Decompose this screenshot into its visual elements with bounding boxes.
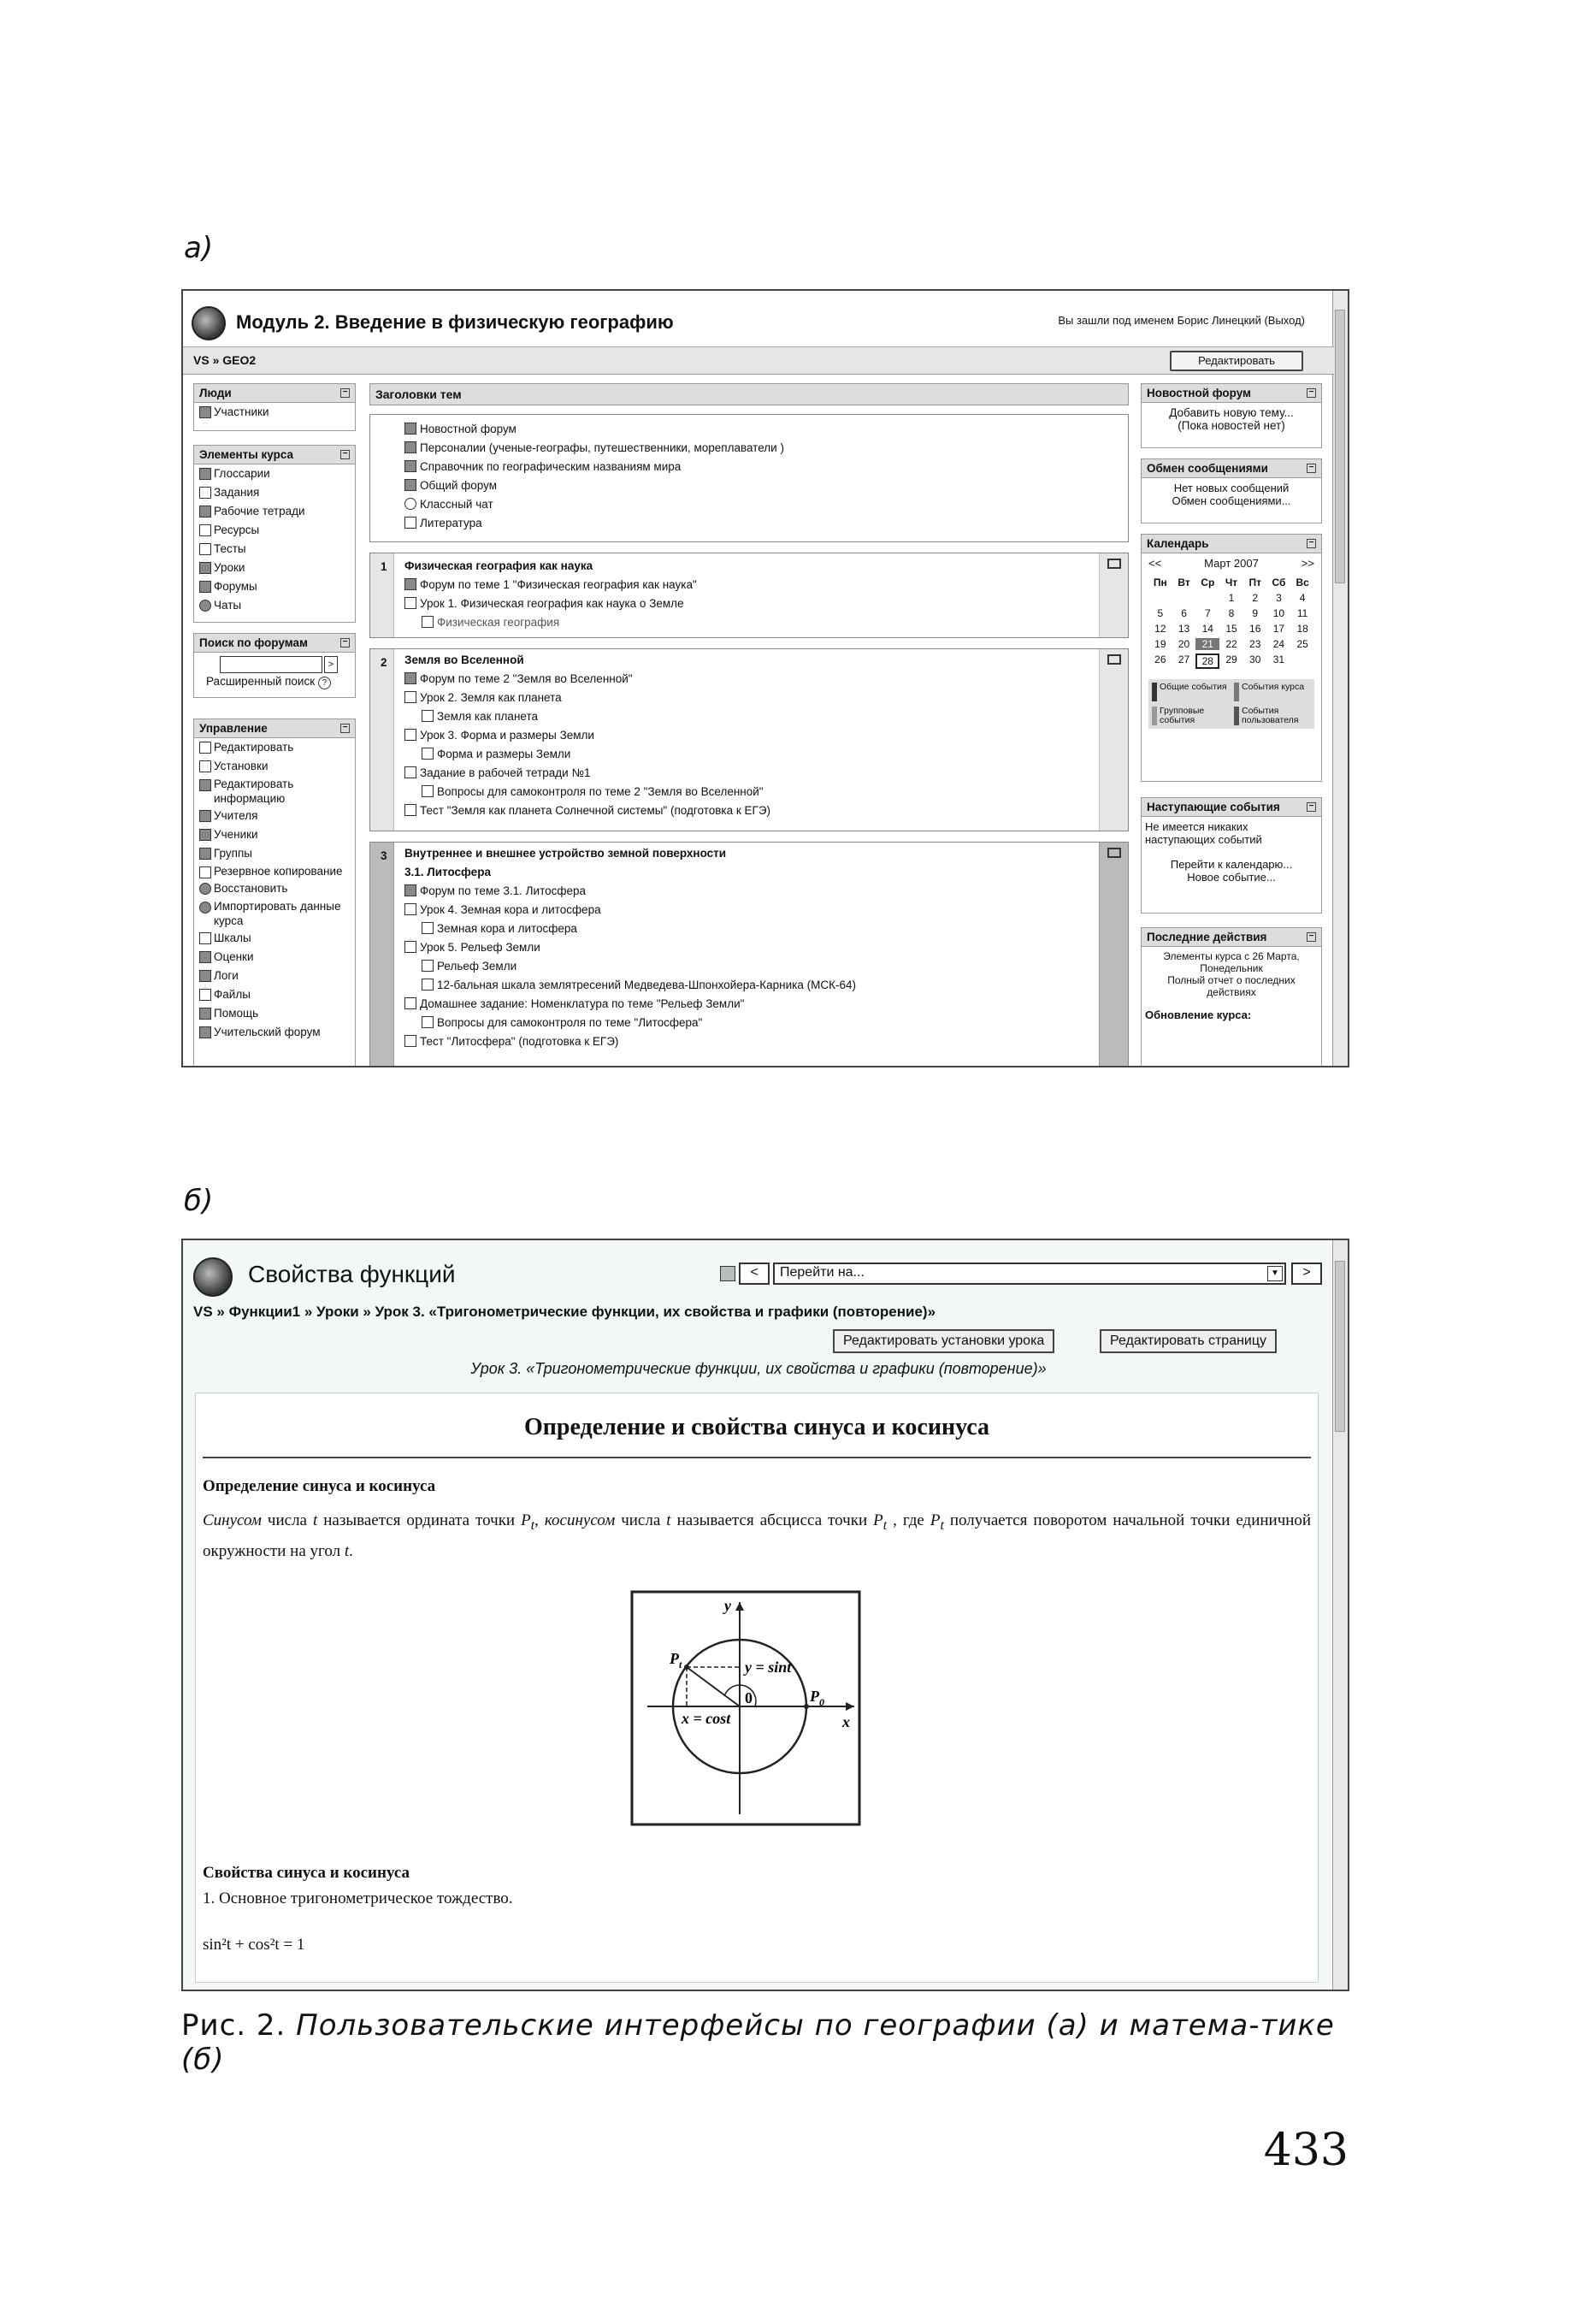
- groups-icon: [199, 848, 211, 860]
- legend-user[interactable]: События пользователя: [1234, 707, 1311, 725]
- collapse-icon[interactable]: −: [1307, 539, 1316, 548]
- section-item[interactable]: Урок 2. Земля как планета: [404, 689, 1128, 707]
- upcoming-events-block: [1141, 797, 1322, 914]
- lesson-page-content: [195, 1393, 1319, 1983]
- calendar-day[interactable]: 23: [1249, 638, 1261, 650]
- admin-block: [193, 718, 356, 1067]
- block-item[interactable]: Ресурсы: [194, 521, 355, 540]
- section-item[interactable]: Урок 4. Земная кора и литосфера: [404, 901, 1128, 920]
- edit-icon: [199, 742, 211, 754]
- resource-icon: [404, 517, 416, 529]
- block-header: Новостной форум −: [1142, 384, 1321, 403]
- edit-course-button[interactable]: Редактировать: [1170, 351, 1303, 371]
- block-item[interactable]: Файлы: [194, 985, 355, 1004]
- section-item[interactable]: Задание в рабочей тетради №1: [404, 764, 1128, 783]
- calendar-day[interactable]: 17: [1272, 623, 1285, 635]
- calendar-link[interactable]: Перейти к календарю...: [1170, 858, 1293, 871]
- weekday-header: Пт: [1248, 577, 1261, 588]
- forum-icon: [404, 479, 416, 491]
- help-icon: [199, 1008, 211, 1020]
- collapse-icon[interactable]: −: [1307, 388, 1316, 398]
- section-item[interactable]: Классный чат: [404, 495, 1128, 514]
- topics-header: Заголовки тем: [369, 383, 1129, 405]
- math-lesson-screenshot: [181, 1239, 1349, 1991]
- users-icon: [199, 406, 211, 418]
- lesson-icon: [199, 562, 211, 574]
- definition-paragraph: Синусом числа t называется ордината точки $P_t$, косинусом числа t называется абсцисса точки $P_t$ , где $P_t$ получается поворотом начальной точки единичной окружности на угол t.: [203, 1511, 1312, 1560]
- section-item[interactable]: Литература: [404, 514, 1128, 533]
- block-item[interactable]: Форумы: [194, 577, 355, 596]
- calendar-day[interactable]: 1: [1228, 592, 1235, 604]
- calendar-day[interactable]: 31: [1272, 653, 1285, 665]
- block-header: Люди −: [194, 384, 355, 403]
- prev-page-button[interactable]: <: [739, 1263, 770, 1285]
- assignment-icon: [199, 487, 211, 499]
- vertical-scrollbar[interactable]: [1332, 1240, 1348, 1990]
- block-header: Календарь −: [1142, 535, 1321, 553]
- section-0: [369, 414, 1129, 542]
- calendar-day[interactable]: 15: [1225, 623, 1237, 635]
- figure-caption: [181, 2008, 1349, 2077]
- prev-month-button[interactable]: <<: [1148, 557, 1162, 570]
- section-item[interactable]: Общий форум: [404, 476, 1128, 495]
- resource-icon: [422, 922, 434, 934]
- property-1: 1. Основное тригонометрическое тождество.: [203, 1889, 513, 1907]
- forum-search-input[interactable]: [220, 656, 322, 673]
- no-events-text: Не имеется никаких наступающих событий: [1145, 820, 1262, 846]
- section-title: Внутреннее и внешнее устройство земной поверхности: [404, 847, 727, 860]
- calendar-day[interactable]: 29: [1225, 653, 1237, 665]
- section-item[interactable]: Форум по теме 3.1. Литосфера: [404, 882, 1128, 901]
- calendar-day[interactable]: 30: [1249, 653, 1261, 665]
- block-item[interactable]: Логи: [194, 967, 355, 985]
- section-toggle-icon[interactable]: [1107, 654, 1121, 665]
- divider: [203, 1457, 1311, 1458]
- panel-label-a: а): [184, 231, 214, 265]
- calendar-day[interactable]: 25: [1296, 638, 1308, 650]
- block-item[interactable]: Редактировать: [194, 738, 355, 757]
- messages-link[interactable]: Обмен сообщениями...: [1172, 494, 1291, 507]
- section-item[interactable]: Домашнее задание: Номенклатура по теме "Рельеф Земли": [404, 995, 1128, 1014]
- section-item[interactable]: Вопросы для самоконтроля по теме "Литосфера": [404, 1014, 1128, 1032]
- forum-icon: [404, 423, 416, 435]
- calendar-day[interactable]: 16: [1249, 623, 1261, 635]
- calendar-day[interactable]: 10: [1272, 607, 1285, 619]
- block-header: Наступающие события −: [1142, 798, 1321, 817]
- y-sin-label: y = sint: [745, 1659, 792, 1676]
- block-item[interactable]: Импортировать данные курса: [194, 898, 355, 929]
- calendar-day[interactable]: 27: [1178, 653, 1190, 665]
- calendar-day[interactable]: 18: [1296, 623, 1308, 635]
- calendar-day[interactable]: 12: [1154, 623, 1166, 635]
- block-item[interactable]: Задания: [194, 483, 355, 502]
- chat-icon: [404, 498, 416, 510]
- globe-logo-icon: [193, 1257, 233, 1297]
- recent-day: Понедельник: [1200, 962, 1263, 974]
- block-item[interactable]: Уроки: [194, 559, 355, 577]
- forum-search-block: [193, 633, 356, 698]
- block-item[interactable]: Восстановить: [194, 879, 355, 898]
- block-header: Обмен сообщениями −: [1142, 459, 1321, 478]
- collapse-icon[interactable]: −: [340, 724, 350, 733]
- folder-icon: [199, 989, 211, 1001]
- lesson-icon: [404, 903, 416, 915]
- course-elements-block: [193, 445, 356, 623]
- section-item[interactable]: Форум по теме 2 "Земля во Вселенной": [404, 670, 1128, 689]
- course-title: Модуль 2. Введение в физическую географию: [236, 311, 674, 333]
- calendar-day[interactable]: 28: [1195, 653, 1219, 669]
- block-item[interactable]: Группы: [194, 844, 355, 863]
- lesson-icon: [404, 729, 416, 741]
- quiz-icon: [404, 804, 416, 816]
- panel-label-b: б): [184, 1184, 214, 1218]
- section-item[interactable]: Рельеф Земли: [404, 957, 1128, 976]
- section-item[interactable]: Урок 1. Физическая география как наука о Земле: [404, 594, 1128, 613]
- forum-icon: [404, 672, 416, 684]
- no-messages-text: Нет новых сообщений: [1173, 482, 1290, 494]
- full-report-link[interactable]: Полный отчет о последних действиях: [1167, 974, 1296, 998]
- lesson-icon: [404, 941, 416, 953]
- import-icon: [199, 902, 211, 914]
- calendar-day: [1148, 592, 1172, 604]
- resource-icon: [422, 1016, 434, 1028]
- calendar-day[interactable]: 26: [1154, 653, 1166, 665]
- news-block: [1141, 383, 1322, 448]
- month-label: Март 2007: [1204, 557, 1259, 570]
- messages-block: [1141, 458, 1322, 523]
- weekday-header: Чт: [1225, 577, 1238, 588]
- recent-activity-block: [1141, 927, 1322, 1067]
- lesson-icon: [404, 691, 416, 703]
- calendar-day: [1195, 592, 1219, 604]
- weekday-header: Вс: [1296, 577, 1309, 588]
- weekday-header: Ср: [1201, 577, 1215, 588]
- calendar-day[interactable]: 4: [1299, 592, 1306, 604]
- page-heading: Определение и свойства синуса и косинуса: [524, 1414, 989, 1440]
- section-title: Земля во Вселенной: [404, 653, 524, 666]
- resource-icon: [422, 616, 434, 628]
- collapse-icon[interactable]: −: [340, 388, 350, 398]
- section-item[interactable]: Персоналии (ученые-географы, путешественники, мореплаватели ): [404, 439, 1128, 458]
- forum-icon: [404, 578, 416, 590]
- resource-icon: [199, 524, 211, 536]
- section-item[interactable]: Справочник по географическим названиям мира: [404, 458, 1128, 476]
- block-header: Последние действия −: [1142, 928, 1321, 947]
- section-3: [369, 842, 1129, 1067]
- forum-icon: [199, 581, 211, 593]
- calendar-day[interactable]: 13: [1178, 623, 1190, 635]
- geography-course-screenshot: [181, 289, 1349, 1067]
- course-update-label: Обновление курса:: [1145, 1008, 1252, 1021]
- next-month-button[interactable]: >>: [1301, 557, 1314, 570]
- section-item[interactable]: Земля как планета: [404, 707, 1128, 726]
- calendar-day[interactable]: 24: [1272, 638, 1285, 650]
- add-topic-link[interactable]: Добавить новую тему...: [1169, 406, 1294, 419]
- calendar-day[interactable]: 7: [1204, 607, 1211, 619]
- caption-text: Пользовательские интерфейсы по географии (а) и матема-тике (б): [181, 2008, 1335, 2077]
- section-toggle-icon[interactable]: [1107, 848, 1121, 858]
- section-number: 1: [381, 560, 387, 573]
- resource-icon: [422, 979, 434, 991]
- block-item[interactable]: Установки: [194, 757, 355, 776]
- section-2: [369, 648, 1129, 831]
- block-item[interactable]: Редактировать информацию: [194, 776, 355, 807]
- block-item[interactable]: Тесты: [194, 540, 355, 559]
- legend-course[interactable]: События курса: [1234, 683, 1311, 701]
- collapse-icon[interactable]: −: [1307, 464, 1316, 473]
- assignment-icon: [404, 766, 416, 778]
- search-go-button[interactable]: >: [324, 656, 338, 673]
- block-header: Поиск по форумам −: [194, 634, 355, 653]
- block-header: Элементы курса −: [194, 446, 355, 464]
- calendar-day: [1290, 653, 1314, 669]
- weekday-header: Пн: [1153, 577, 1167, 588]
- lesson-title: Свойства функций: [248, 1261, 456, 1287]
- calendar-day: [1172, 592, 1196, 604]
- legend-group[interactable]: Групповые события: [1152, 707, 1229, 725]
- calendar-day[interactable]: 19: [1154, 638, 1166, 650]
- weekday-header: Сб: [1272, 577, 1286, 588]
- calendar-day[interactable]: 20: [1178, 638, 1190, 650]
- students-icon: [199, 829, 211, 841]
- properties-heading: Свойства синуса и косинуса: [203, 1864, 410, 1882]
- block-item[interactable]: Помощь: [194, 1004, 355, 1023]
- logs-icon: [199, 970, 211, 982]
- block-item[interactable]: Ученики: [194, 825, 355, 844]
- scales-icon: [199, 932, 211, 944]
- quiz-icon: [199, 543, 211, 555]
- calendar-day[interactable]: 3: [1276, 592, 1282, 604]
- glossary-icon: [199, 468, 211, 480]
- section-item[interactable]: Форма и размеры Земли: [404, 745, 1128, 764]
- calendar-day[interactable]: 6: [1181, 607, 1187, 619]
- people-block: [193, 383, 356, 431]
- section-toggle-icon[interactable]: [1107, 559, 1121, 569]
- recent-since: Элементы курса с 26 Марта,: [1163, 950, 1300, 962]
- block-item[interactable]: Участники: [194, 403, 355, 422]
- identity-formula: sin²t + cos²t = 1: [203, 1936, 305, 1954]
- legend-global[interactable]: Общие события: [1152, 683, 1229, 701]
- navbar: [183, 347, 1334, 375]
- calendar-day[interactable]: 22: [1225, 638, 1237, 650]
- section-item[interactable]: Физическая география: [404, 613, 1128, 632]
- calendar-block: [1141, 534, 1322, 782]
- edit-page-button[interactable]: Редактировать страницу: [1100, 1329, 1277, 1353]
- block-item[interactable]: Оценки: [194, 948, 355, 967]
- backup-icon: [199, 866, 211, 878]
- calendar-grid: [1148, 577, 1314, 669]
- forum-icon: [404, 884, 416, 896]
- weekday-header: Вт: [1178, 577, 1190, 588]
- block-item[interactable]: Шкалы: [194, 929, 355, 948]
- section-item[interactable]: Урок 5. Рельеф Земли: [404, 938, 1128, 957]
- section-number: 3: [381, 849, 387, 862]
- page-number: 433: [1263, 2125, 1349, 2176]
- course-header: [183, 291, 1334, 347]
- block-item[interactable]: Резервное копирование: [194, 863, 355, 879]
- collapse-icon[interactable]: −: [1307, 802, 1316, 812]
- lesson-icon: [404, 597, 416, 609]
- y-axis-label: y: [724, 1597, 731, 1614]
- new-event-link[interactable]: Новое событие...: [1187, 871, 1276, 884]
- block-item[interactable]: Чаты: [194, 596, 355, 615]
- section-subtitle: 3.1. Литосфера: [404, 866, 491, 878]
- x-cos-label: x = cost: [682, 1710, 731, 1727]
- section-1: [369, 553, 1129, 638]
- grades-icon: [199, 951, 211, 963]
- calendar-day[interactable]: 21: [1195, 638, 1219, 650]
- chat-icon: [199, 600, 211, 612]
- collapse-icon[interactable]: −: [340, 638, 350, 648]
- block-item[interactable]: Учителя: [194, 807, 355, 825]
- section-item[interactable]: Вопросы для самоконтроля по теме 2 "Земля во Вселенной": [404, 783, 1128, 801]
- calendar-day[interactable]: 5: [1157, 607, 1164, 619]
- teachers-icon: [199, 810, 211, 822]
- unit-circle-figure: [630, 1590, 861, 1826]
- breadcrumb[interactable]: VS » GEO2: [193, 353, 257, 367]
- block-item[interactable]: Учительский форум: [194, 1023, 355, 1042]
- origin-label: 0: [745, 1689, 753, 1706]
- calendar-day[interactable]: 11: [1296, 607, 1308, 619]
- caption-lead: Рис. 2.: [181, 2008, 286, 2043]
- collapse-icon[interactable]: −: [340, 450, 350, 459]
- restore-icon: [199, 883, 211, 895]
- section-item[interactable]: Тест "Земля как планета Солнечной системы" (подготовка к ЕГЭ): [404, 801, 1128, 820]
- block-header: Управление −: [194, 719, 355, 738]
- block-item[interactable]: Глоссарии: [194, 464, 355, 483]
- advanced-search-link[interactable]: Расширенный поиск: [206, 675, 316, 688]
- jump-to-select[interactable]: Перейти на... ▼: [773, 1263, 1286, 1285]
- lesson-menu-icon[interactable]: [720, 1266, 735, 1281]
- section-number: 2: [381, 656, 387, 669]
- quiz-icon: [404, 1035, 416, 1047]
- no-news-text: (Пока новостей нет): [1178, 419, 1285, 432]
- globe-logo-icon: [192, 306, 226, 340]
- definition-heading: Определение синуса и косинуса: [203, 1477, 436, 1495]
- block-item[interactable]: Рабочие тетради: [194, 502, 355, 521]
- edit-lesson-settings-button[interactable]: Редактировать установки урока: [833, 1329, 1054, 1353]
- help-icon[interactable]: ?: [318, 677, 331, 689]
- pt-label: $P_t$: [670, 1650, 682, 1671]
- resource-icon: [422, 785, 434, 797]
- workbook-icon: [199, 506, 211, 517]
- p0-label: $P_0$: [810, 1688, 824, 1708]
- resource-icon: [422, 960, 434, 972]
- calendar-day[interactable]: 2: [1252, 592, 1259, 604]
- resource-icon: [422, 710, 434, 722]
- settings-icon: [199, 760, 211, 772]
- calendar-day[interactable]: 8: [1228, 607, 1235, 619]
- x-axis-label: x: [842, 1713, 850, 1730]
- glossary-icon: [404, 441, 416, 453]
- section-title: Физическая география как наука: [404, 559, 593, 572]
- chevron-down-icon[interactable]: ▼: [1267, 1266, 1283, 1281]
- forum-icon: [199, 1026, 211, 1038]
- glossary-icon: [404, 460, 416, 472]
- vertical-scrollbar[interactable]: [1332, 291, 1348, 1066]
- resource-icon: [422, 748, 434, 760]
- assignment-icon: [404, 997, 416, 1009]
- section-item[interactable]: Новостной форум: [404, 420, 1128, 439]
- breadcrumb[interactable]: VS » Функции1 » Уроки » Урок 3. «Тригонометрические функции, их свойства и графики (повторение)»: [193, 1304, 936, 1320]
- section-item[interactable]: Урок 3. Форма и размеры Земли: [404, 726, 1128, 745]
- section-item[interactable]: Земная кора и литосфера: [404, 920, 1128, 938]
- lesson-subtitle: Урок 3. «Тригонометрические функции, их свойства и графики (повторение)»: [470, 1360, 1047, 1377]
- section-item[interactable]: Тест "Литосфера" (подготовка к ЕГЭ): [404, 1032, 1128, 1051]
- info-icon: [199, 779, 211, 791]
- calendar-day[interactable]: 9: [1252, 607, 1259, 619]
- section-item[interactable]: 12-бальная шкала землятресений Медведева-Шпонхойера-Карника (МСК-64): [404, 976, 1128, 995]
- next-page-button[interactable]: >: [1291, 1263, 1322, 1285]
- collapse-icon[interactable]: −: [1307, 932, 1316, 942]
- login-info[interactable]: Вы зашли под именем Борис Линецкий (Выход): [1058, 314, 1305, 327]
- section-item[interactable]: Форум по теме 1 "Физическая география как наука": [404, 576, 1128, 594]
- calendar-day[interactable]: 14: [1201, 623, 1213, 635]
